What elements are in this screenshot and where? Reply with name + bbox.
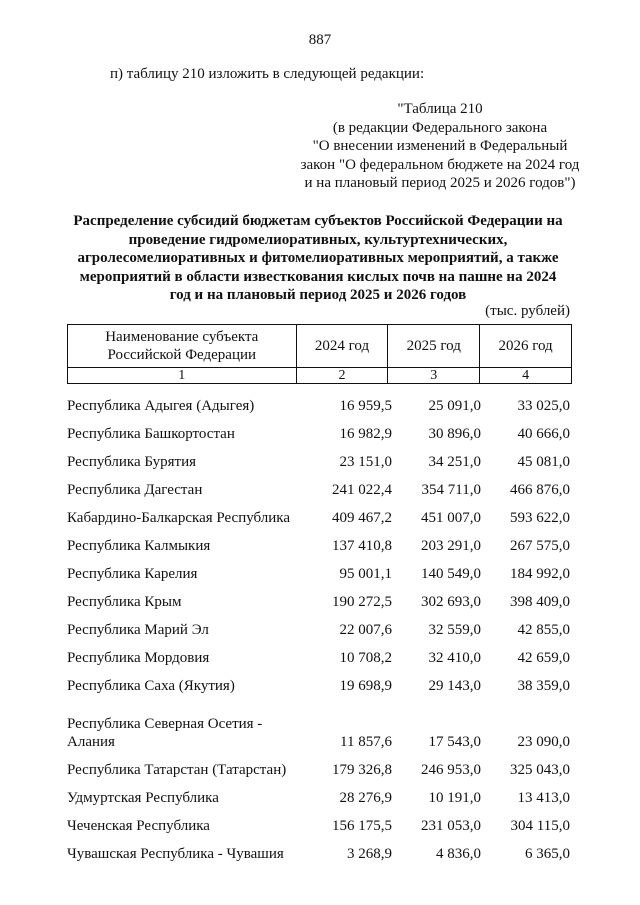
value-2025: 231 053,0 <box>421 818 481 834</box>
table-row <box>67 668 572 696</box>
value-2024: 28 276,9 <box>339 790 392 806</box>
value-2026: 23 090,0 <box>517 734 570 750</box>
heading-line: мероприятий в области известкования кислых почв на пашне на 2024 <box>79 268 557 285</box>
citation-line: и на плановый период 2025 и 2026 годов") <box>304 175 576 191</box>
value-2024: 19 698,9 <box>339 678 392 694</box>
value-2024: 137 410,8 <box>332 538 392 554</box>
value-2024: 10 708,2 <box>339 650 392 666</box>
value-2024: 16 959,5 <box>339 398 392 414</box>
value-2025: 17 543,0 <box>428 734 481 750</box>
header-2025: 2025 год <box>388 325 480 368</box>
value-2024: 22 007,6 <box>339 622 392 638</box>
table-row <box>67 528 572 556</box>
value-2026: 42 659,0 <box>517 650 570 666</box>
value-2026: 466 876,0 <box>510 482 570 498</box>
heading-line: год и на плановый период 2025 и 2026 годов <box>169 287 467 304</box>
table-row <box>67 780 572 808</box>
region-name: Кабардино-Балкарская Республика <box>67 510 291 526</box>
value-2024: 23 151,0 <box>339 454 392 470</box>
heading-line: проведение гидромелиоративных, культуртехнических, <box>128 231 508 248</box>
value-2025: 451 007,0 <box>421 510 481 526</box>
table-row <box>67 388 572 416</box>
value-2025: 30 896,0 <box>428 426 481 442</box>
value-2026: 304 115,0 <box>510 818 570 834</box>
value-2025: 32 559,0 <box>428 622 481 638</box>
value-2024: 179 326,8 <box>332 762 392 778</box>
value-2025: 32 410,0 <box>428 650 481 666</box>
table-row <box>67 416 572 444</box>
value-2025: 302 693,0 <box>421 594 481 610</box>
value-2026: 42 855,0 <box>517 622 570 638</box>
citation-line: "Таблица 210 <box>397 101 483 117</box>
table-row <box>67 500 572 528</box>
column-number: 2 <box>296 368 388 384</box>
column-number: 3 <box>388 368 480 384</box>
value-2025: 140 549,0 <box>421 566 481 582</box>
value-2024: 11 857,6 <box>340 734 392 750</box>
table-body <box>67 388 572 864</box>
region-name: Республика Башкортостан <box>67 426 235 442</box>
page-number: 887 <box>308 32 332 48</box>
table-row <box>67 640 572 668</box>
table-heading <box>62 212 574 305</box>
table-row <box>67 612 572 640</box>
value-2026: 38 359,0 <box>517 678 570 694</box>
value-2026: 267 575,0 <box>510 538 570 554</box>
region-name: Республика Карелия <box>67 566 198 582</box>
region-name: Чувашская Республика - Чувашия <box>67 846 284 862</box>
value-2025: 203 291,0 <box>421 538 481 554</box>
table-header <box>67 324 572 384</box>
value-2026: 398 409,0 <box>510 594 570 610</box>
value-2024: 190 272,5 <box>332 594 392 610</box>
citation-line: "О внесении изменений в Федеральный <box>312 138 568 154</box>
citation-line: (в редакции Федерального закона <box>332 119 548 136</box>
table-row <box>67 444 572 472</box>
value-2026: 593 622,0 <box>510 510 570 526</box>
value-2024: 3 268,9 <box>347 846 392 862</box>
value-2025: 25 091,0 <box>428 398 481 414</box>
value-2025: 10 191,0 <box>428 790 481 806</box>
region-name: Удмуртская Республика <box>67 790 219 806</box>
region-name: Республика Саха (Якутия) <box>67 678 235 694</box>
table-row <box>67 556 572 584</box>
value-2025: 354 711,0 <box>421 482 481 498</box>
region-name: Республика Марий Эл <box>67 622 209 638</box>
intro-text: п) таблицу 210 изложить в следующей редакции: <box>110 66 425 82</box>
value-2025: 246 953,0 <box>421 762 481 778</box>
header-2024: 2024 год <box>296 325 388 368</box>
unit-label: (тыс. рублей) <box>485 303 570 319</box>
region-name: Республика Калмыкия <box>67 538 211 554</box>
value-2024: 241 022,4 <box>332 482 392 498</box>
table-row <box>67 808 572 836</box>
table-row <box>67 584 572 612</box>
table-row <box>67 472 572 500</box>
value-2026: 45 081,0 <box>517 454 570 470</box>
value-2025: 34 251,0 <box>428 454 481 470</box>
region-name: Республика Татарстан (Татарстан) <box>67 762 287 778</box>
region-name: Республика Бурятия <box>67 454 197 470</box>
value-2026: 6 365,0 <box>525 846 570 862</box>
citation-line: закон "О федеральном бюджете на 2024 год <box>300 156 580 173</box>
value-2025: 4 836,0 <box>436 846 481 862</box>
heading-line: агролесомелиоративных и фитомелиоративных мероприятий, а также <box>77 250 559 267</box>
column-number: 4 <box>480 368 572 384</box>
region-name: Республика Северная Осетия - Алания <box>67 716 263 750</box>
region-name: Республика Дагестан <box>67 482 203 498</box>
table-row <box>67 696 572 752</box>
region-name: Республика Адыгея (Адыгея) <box>67 398 255 414</box>
column-number: 1 <box>68 368 297 384</box>
value-2026: 13 413,0 <box>517 790 570 806</box>
value-2026: 40 666,0 <box>517 426 570 442</box>
table-row <box>67 752 572 780</box>
table-row <box>67 836 572 864</box>
heading-line: Распределение субсидий бюджетам субъектов Российской Федерации на <box>73 213 563 229</box>
value-2024: 16 982,9 <box>339 426 392 442</box>
header-region: Наименование субъекта Российской Федерации <box>68 325 297 368</box>
value-2026: 325 043,0 <box>510 762 570 778</box>
value-2024: 95 001,1 <box>339 566 392 582</box>
value-2024: 409 467,2 <box>332 510 392 526</box>
value-2024: 156 175,5 <box>332 818 392 834</box>
table-citation <box>250 100 630 193</box>
region-name: Республика Мордовия <box>67 650 210 666</box>
region-name: Республика Крым <box>67 594 182 610</box>
region-name: Чеченская Республика <box>67 818 210 834</box>
value-2025: 29 143,0 <box>428 678 481 694</box>
header-2026: 2026 год <box>480 325 572 368</box>
value-2026: 184 992,0 <box>510 566 570 582</box>
value-2026: 33 025,0 <box>517 398 570 414</box>
